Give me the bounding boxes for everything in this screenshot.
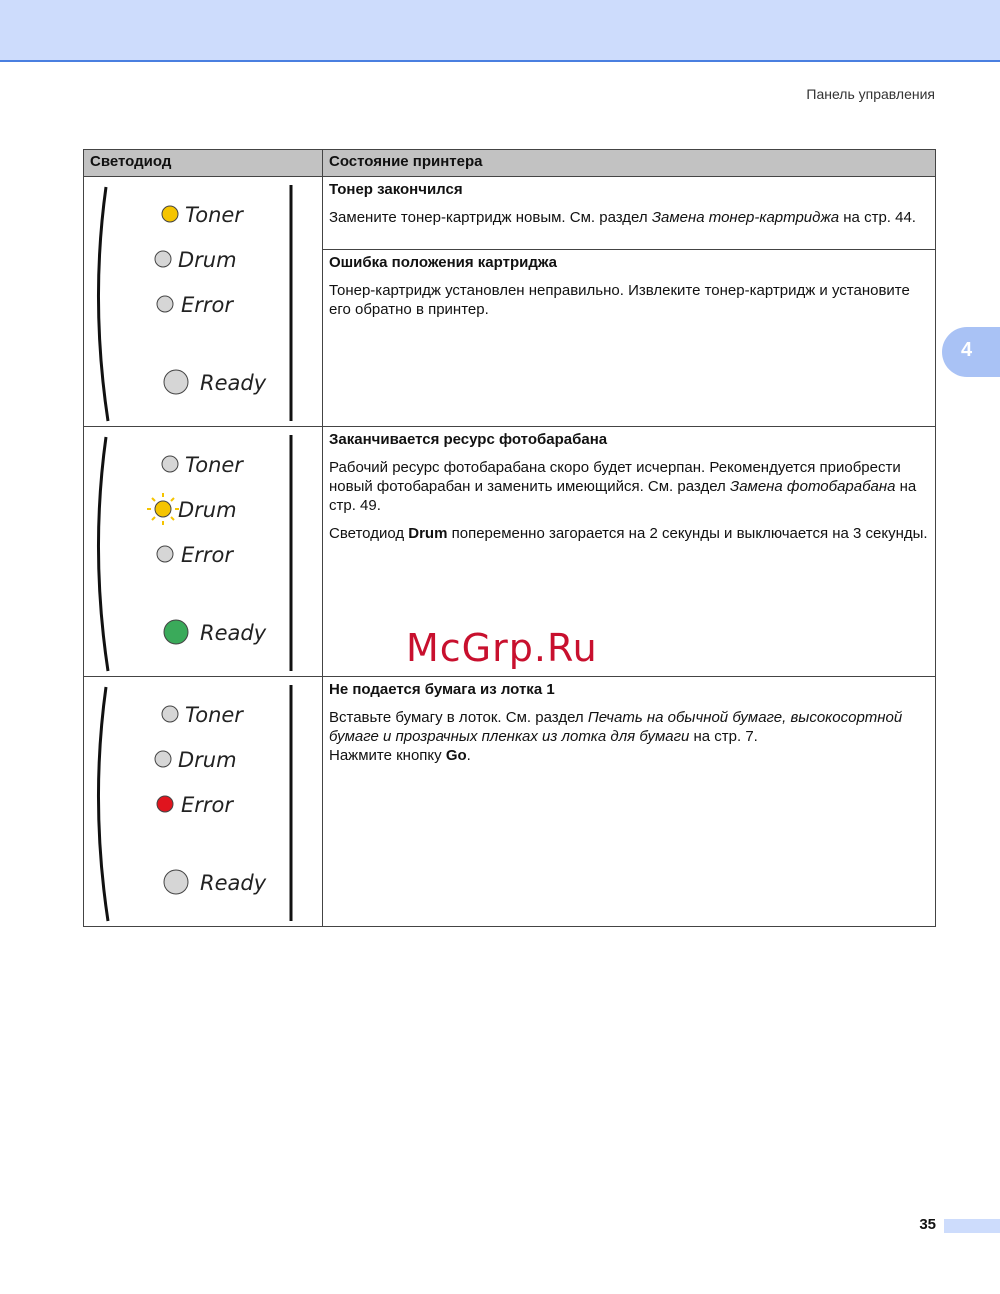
error-led: [157, 543, 234, 567]
toner-led-label: Toner: [185, 203, 243, 227]
ready-led: [164, 870, 267, 895]
toner-led: [162, 453, 244, 477]
top-header-band: [0, 0, 1000, 62]
led-panel-diagram: [84, 427, 322, 676]
drum-led: [155, 248, 237, 272]
ready-led: [164, 370, 267, 395]
ready-led-label: Ready: [200, 871, 267, 895]
state-title: Заканчивается ресурс фотобарабана: [329, 431, 608, 448]
error-led-label: Error: [181, 793, 234, 817]
drum-led-label: Drum: [178, 748, 237, 772]
table-row: [84, 677, 936, 927]
state-section: [323, 427, 935, 543]
column-header-state: Состояние принтера: [323, 150, 936, 177]
page-header-title: Панель управления: [806, 86, 935, 102]
cross-reference-link[interactable]: Печать на обычной бумаге, высокосортной бумаге и прозрачных пленках из лотка для бумаги: [329, 709, 903, 745]
page-number: 35: [919, 1216, 936, 1233]
state-text: Светодиод Drum попеременно загорается на 2 секунды и выключается на 3 секунды.: [329, 525, 928, 542]
led-status-table: [83, 149, 936, 927]
footer-bar: [944, 1219, 1000, 1233]
drum-led: [155, 748, 237, 772]
state-title: Ошибка положения картриджа: [329, 254, 558, 271]
led-panel-diagram: [84, 677, 322, 926]
led-panel-diagram: [84, 177, 322, 426]
state-text: Вставьте бумагу в лоток. См. раздел Печать на обычной бумаге, высокосортной бумаге и прозрачных пленках из лотка для бумаги на стр. 7.: [329, 709, 903, 745]
state-text: Нажмите кнопку Go.: [329, 747, 471, 764]
toner-led-label: Toner: [185, 453, 243, 477]
state-description-cell: [323, 677, 936, 927]
drum-led-label: Drum: [178, 248, 237, 272]
state-title: Тонер закончился: [329, 181, 463, 198]
chapter-tab[interactable]: [942, 327, 1000, 377]
ready-led-label: Ready: [200, 371, 267, 395]
panel-bracket-left: [98, 687, 108, 921]
error-led: [157, 293, 234, 317]
state-text: Замените тонер-картридж новым. См. раздел Замена тонер-картриджа на стр. 44.: [329, 209, 916, 226]
drum-led: [147, 493, 237, 525]
toner-led: [162, 203, 244, 227]
state-section: [323, 677, 935, 765]
state-description-cell: [323, 177, 936, 427]
toner-led: [162, 703, 244, 727]
state-text: Тонер-картридж установлен неправильно. Извлеките тонер-картридж и установите его обратно в принтер.: [329, 282, 910, 318]
state-section: [323, 177, 935, 249]
go-button-name: Go: [445, 747, 467, 764]
ready-led-label: Ready: [200, 621, 267, 645]
led-panel-cell: [84, 677, 323, 927]
led-panel-cell: [84, 427, 323, 677]
state-section: [323, 249, 935, 319]
toner-led-label: Toner: [185, 703, 243, 727]
watermark: McGrp.Ru: [406, 626, 598, 670]
drum-led-label: Drum: [178, 498, 237, 522]
error-led-label: Error: [181, 293, 234, 317]
error-led: [157, 793, 234, 817]
table-row: [84, 177, 936, 427]
led-panel-cell: [84, 177, 323, 427]
chapter-number: 4: [961, 339, 973, 361]
state-title: Не подается бумага из лотка 1: [329, 681, 555, 698]
panel-bracket-left: [98, 187, 108, 421]
column-header-led: Светодиод: [84, 150, 323, 177]
error-led-label: Error: [181, 543, 234, 567]
cross-reference-link[interactable]: Замена фотобарабана: [729, 478, 896, 495]
ready-led: [164, 620, 267, 645]
panel-bracket-left: [98, 437, 108, 671]
cross-reference-link[interactable]: Замена тонер-картриджа: [651, 209, 840, 226]
state-text: Рабочий ресурс фотобарабана скоро будет исчерпан. Рекомендуется приобрести новый фотобарабан и заменить имеющийся. См. раздел Замена фотобарабана на стр. 49.: [329, 459, 917, 514]
